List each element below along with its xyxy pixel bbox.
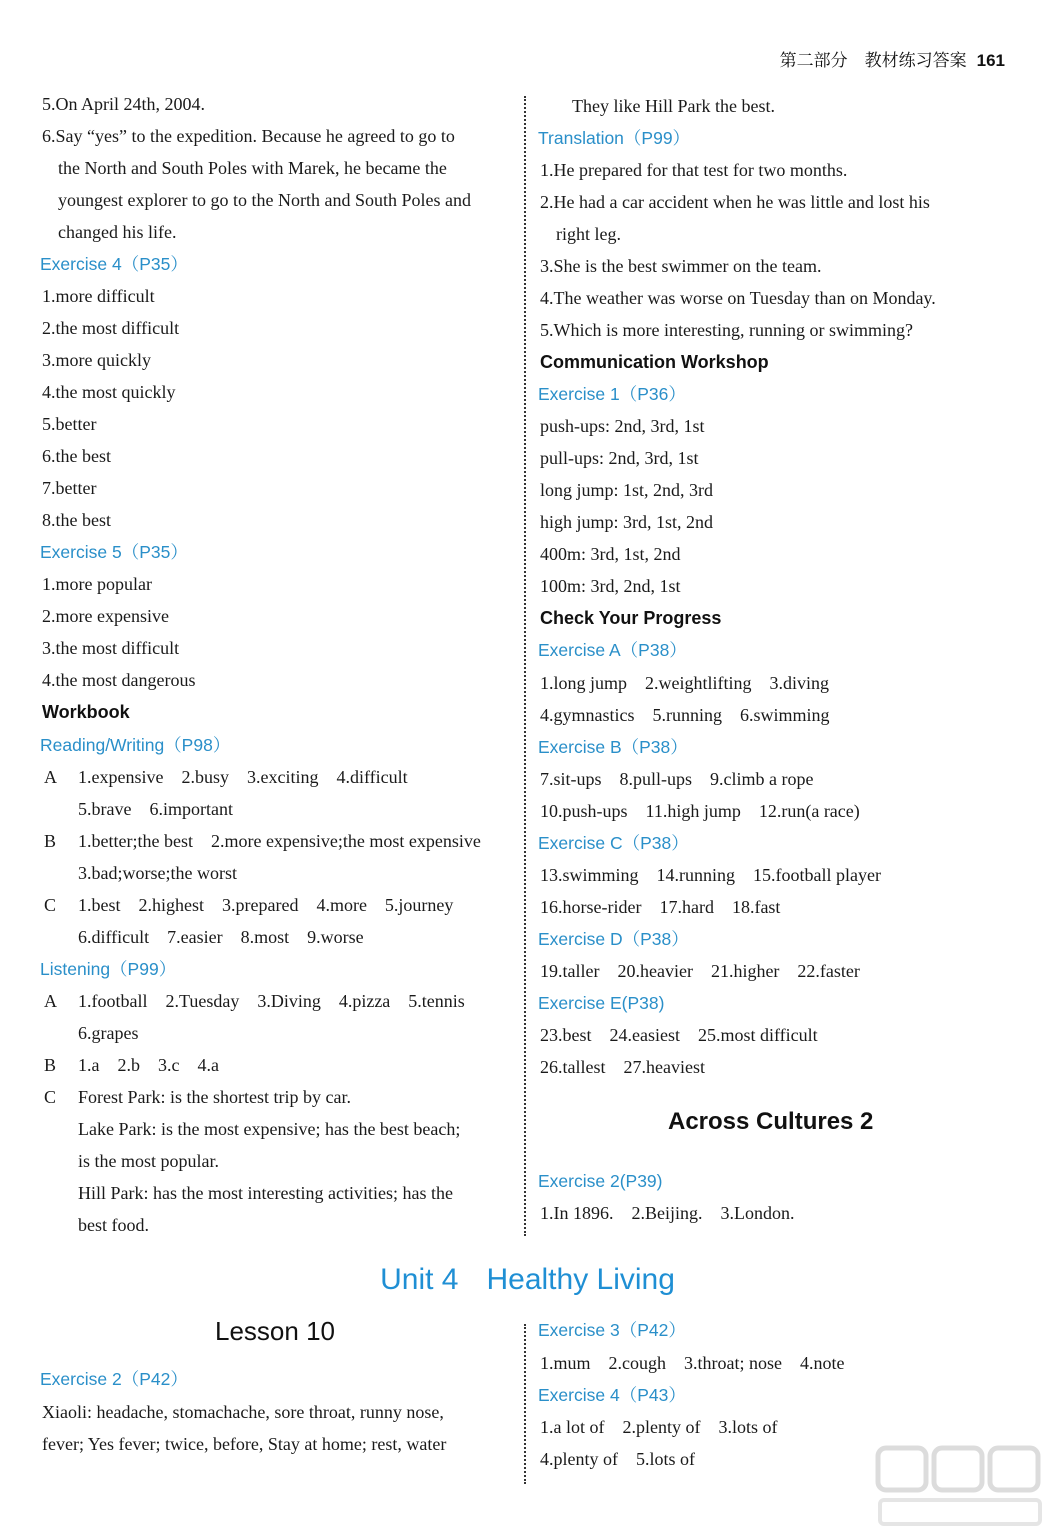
answer-text: Forest Park: is the shortest trip by car.	[78, 1087, 351, 1107]
lesson-title: Lesson 10	[215, 1316, 335, 1346]
answer-line	[44, 1053, 219, 1077]
answer-line: 23.best 24.easiest 25.most difficult	[540, 1025, 818, 1045]
exercise-heading: Translation（P99）	[538, 128, 691, 148]
answer-line: 1.a lot of 2.plenty of 3.lots of	[540, 1417, 778, 1437]
answer-line: youngest explorer to go to the North and South Poles and	[58, 190, 471, 210]
answer-line: 7.better	[42, 478, 97, 498]
exercise-heading: Exercise 2（P42）	[40, 1369, 188, 1389]
answer-text: 1.better;the best 2.more expensive;the most expensive	[78, 831, 481, 851]
answer-line: 16.horse-rider 17.hard 18.fast	[540, 897, 781, 917]
answer-line: fever; Yes fever; twice, before, Stay at home; rest, water	[42, 1434, 447, 1454]
answer-line: 4.the most dangerous	[42, 670, 196, 690]
exercise-heading: Exercise 3（P42）	[538, 1320, 686, 1340]
answer-line: best food.	[78, 1215, 149, 1235]
part-label: C	[44, 1087, 57, 1107]
exercise-heading: Exercise 5（P35）	[40, 542, 188, 562]
answer-text: 1.best 2.highest 3.prepared 4.more 5.journey	[78, 895, 454, 915]
part-label: C	[44, 895, 57, 915]
answer-text: 1.expensive 2.busy 3.exciting 4.difficult	[78, 767, 408, 787]
unit-number: Unit 4	[380, 1263, 459, 1296]
part-label: B	[44, 831, 57, 851]
answer-line: 3.more quickly	[42, 350, 151, 370]
answer-line	[44, 765, 408, 789]
answer-line: high jump: 3rd, 1st, 2nd	[540, 512, 714, 532]
watermark-logo-icon	[870, 1440, 1050, 1530]
answer-line: 6.the best	[42, 446, 111, 466]
answer-line: 1.more popular	[42, 574, 152, 594]
exercise-heading: Exercise C（P38）	[538, 833, 689, 853]
answer-line: 3.the most difficult	[42, 638, 180, 658]
answer-text: 1.football 2.Tuesday 3.Diving 4.pizza 5.tennis	[78, 991, 465, 1011]
answer-line: Lake Park: is the most expensive; has the best beach;	[78, 1119, 461, 1139]
answer-line: 4.The weather was worse on Tuesday than on Monday.	[540, 288, 936, 308]
section-heading: Check Your Progress	[540, 608, 722, 628]
exercise-heading: Exercise 4（P35）	[40, 254, 188, 274]
answer-line: 19.taller 20.heavier 21.higher 22.faster	[540, 961, 860, 981]
exercise-heading: Exercise D（P38）	[538, 929, 689, 949]
answer-line: 8.the best	[42, 510, 111, 530]
answer-line: 3.She is the best swimmer on the team.	[540, 256, 822, 276]
answer-line: 13.swimming 14.running 15.football player	[540, 865, 881, 885]
answer-line: 26.tallest 27.heaviest	[540, 1057, 705, 1077]
answer-line: 4.gymnastics 5.running 6.swimming	[540, 705, 830, 725]
answer-line: 1.mum 2.cough 3.throat; nose 4.note	[540, 1353, 845, 1373]
exercise-heading: Exercise E(P38)	[538, 993, 665, 1013]
answer-line: They like Hill Park the best.	[572, 96, 775, 116]
exercise-heading: Reading/Writing（P98）	[40, 735, 231, 755]
section-title: 第二部分 教材练习答案	[779, 51, 967, 70]
answer-line: long jump: 1st, 2nd, 3rd	[540, 480, 714, 500]
answer-line	[44, 829, 481, 853]
section-heading: Workbook	[42, 702, 130, 722]
answer-line: 1.long jump 2.weightlifting 3.diving	[540, 673, 829, 693]
answer-line: 1.more difficult	[42, 286, 155, 306]
exercise-heading: Listening（P99）	[40, 959, 177, 979]
part-label: A	[44, 767, 57, 787]
answer-line: 100m: 3rd, 2nd, 1st	[540, 576, 681, 596]
answer-line: changed his life.	[58, 222, 177, 242]
answer-line: 400m: 3rd, 1st, 2nd	[540, 544, 681, 564]
answer-text: 1.a 2.b 3.c 4.a	[78, 1055, 219, 1075]
answer-line: 5.brave 6.important	[78, 799, 233, 819]
unit-title	[0, 1263, 1055, 1297]
answer-line	[44, 893, 453, 917]
answer-line: 5.On April 24th, 2004.	[42, 94, 206, 114]
answer-line: 4.plenty of 5.lots of	[540, 1449, 695, 1469]
answer-line: 10.push-ups 11.high jump 12.run(a race)	[540, 801, 860, 821]
answer-line: Hill Park: has the most interesting activities; has the	[78, 1183, 453, 1203]
exercise-heading: Exercise B（P38）	[538, 737, 688, 757]
answer-line: is the most popular.	[78, 1151, 219, 1171]
answer-line: 7.sit-ups 8.pull-ups 9.climb a rope	[540, 769, 814, 789]
section-heading: Communication Workshop	[540, 352, 769, 372]
answer-line: the North and South Poles with Marek, he became the	[58, 158, 447, 178]
exercise-heading: Exercise 2(P39)	[538, 1171, 663, 1191]
answer-line: 2.the most difficult	[42, 318, 180, 338]
answer-line: 5.better	[42, 414, 97, 434]
part-label: A	[44, 991, 57, 1011]
answer-line: 3.bad;worse;the worst	[78, 863, 237, 883]
section-title-across-cultures: Across Cultures 2	[668, 1108, 874, 1135]
column-divider	[524, 96, 526, 1236]
page-header	[780, 46, 1005, 71]
unit-name: Healthy Living	[486, 1263, 675, 1296]
column-divider	[524, 1324, 526, 1484]
exercise-heading: Exercise 4（P43）	[538, 1385, 686, 1405]
answer-line	[44, 1085, 351, 1109]
answer-line	[44, 989, 465, 1013]
answer-line: pull-ups: 2nd, 3rd, 1st	[540, 448, 699, 468]
page-number: 161	[976, 51, 1005, 70]
answer-line: 1.He prepared for that test for two months.	[540, 160, 848, 180]
answer-line: push-ups: 2nd, 3rd, 1st	[540, 416, 705, 436]
answer-line: 2.more expensive	[42, 606, 169, 626]
answer-line: 6.grapes	[78, 1023, 139, 1043]
part-label: B	[44, 1055, 57, 1075]
exercise-heading: Exercise A（P38）	[538, 640, 687, 660]
answer-line: 2.He had a car accident when he was little and lost his	[540, 192, 930, 212]
answer-line: Xiaoli: headache, stomachache, sore throat, runny nose,	[42, 1402, 444, 1422]
exercise-heading: Exercise 1（P36）	[538, 384, 686, 404]
answer-line: 6.difficult 7.easier 8.most 9.worse	[78, 927, 364, 947]
answer-line: 5.Which is more interesting, running or swimming?	[540, 320, 913, 340]
answer-line: 1.In 1896. 2.Beijing. 3.London.	[540, 1203, 795, 1223]
answer-line: 6.Say “yes” to the expedition. Because he agreed to go to	[42, 126, 455, 146]
answer-line: right leg.	[556, 224, 621, 244]
answer-line: 4.the most quickly	[42, 382, 176, 402]
